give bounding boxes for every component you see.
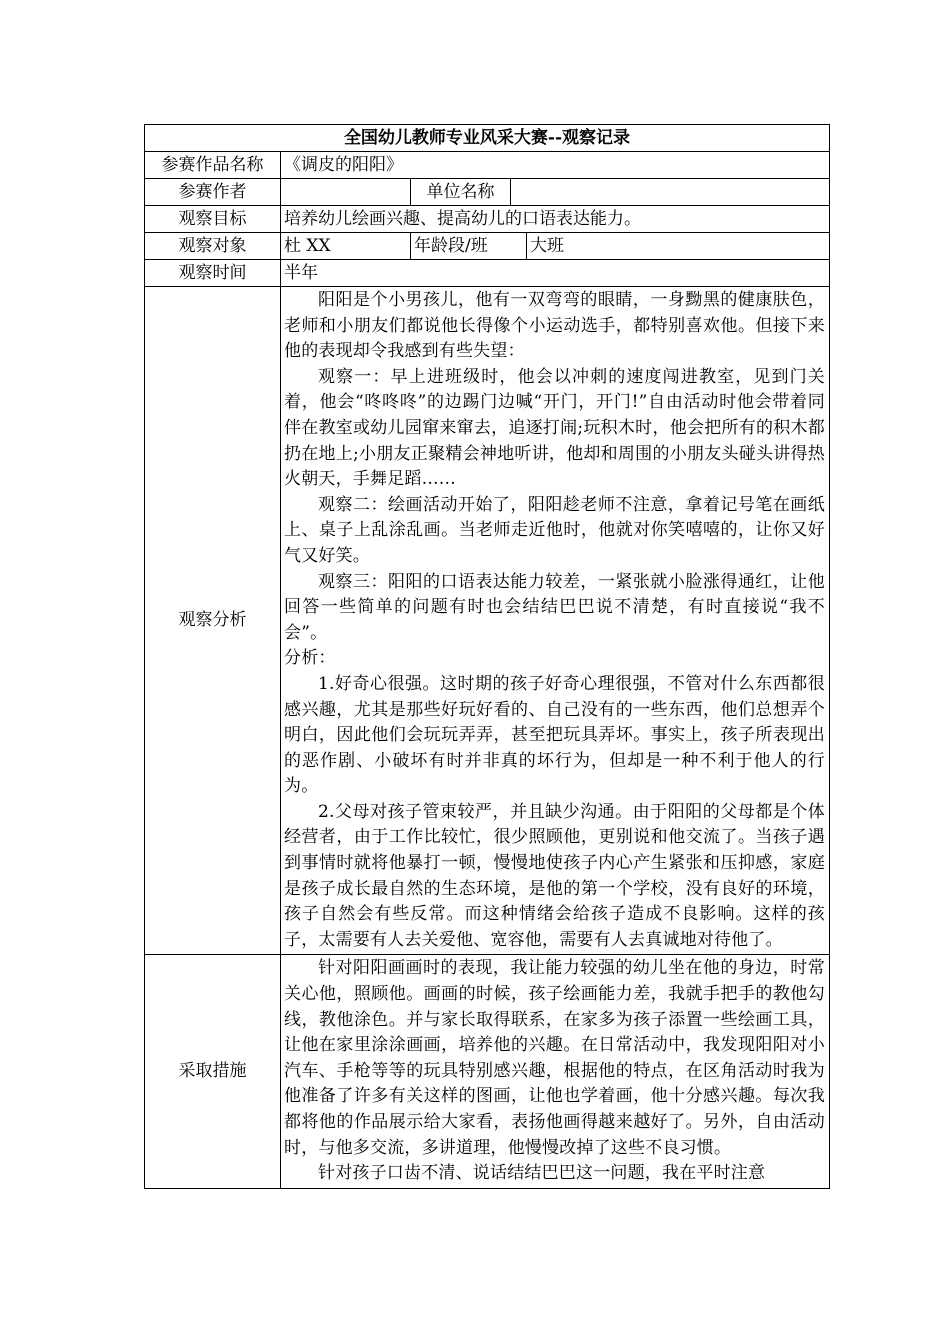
unit-value xyxy=(511,179,830,206)
observation-table xyxy=(144,124,830,1189)
form-title: 全国幼儿教师专业风采大赛--观察记录 xyxy=(145,125,830,152)
analysis-paragraph: 观察一：早上进班级时，他会以冲刺的速度闯进教室，见到门关着，他会“咚咚咚”的边踢门边喊“开门，开门!”自由活动时他会带着同伴在教室或幼儿园窜来窜去，追逐打闹;玩积木时，他会把所有的积木都扔在地上;小朋友正聚精会神地听讲，他却和周围的小朋友头碰头讲得热火朝天，手舞足蹈…… xyxy=(284,366,825,490)
analysis-paragraph: 观察二：绘画活动开始了，阳阳趁老师不注意，拿着记号笔在画纸上、桌子上乱涂乱画。当老师走近他时，他就对你笑嘻嘻的，让你又好气又好笑。 xyxy=(284,494,825,566)
subject-value: 杜 XX xyxy=(281,233,411,260)
time-value: 半年 xyxy=(281,260,830,287)
row-goal xyxy=(145,206,830,233)
author-label: 参赛作者 xyxy=(145,179,281,206)
analysis-paragraph: 观察三：阳阳的口语表达能力较差，一紧张就小脸涨得通红，让他回答一些简单的问题有时也会结结巴巴说不清楚，有时直接说“我不会”。 xyxy=(284,571,825,643)
row-time xyxy=(145,260,830,287)
analysis-paragraph: 阳阳是个小男孩儿，他有一双弯弯的眼睛，一身黝黑的健康肤色，老师和小朋友们都说他长得像个小运动选手，都特别喜欢他。但接下来他的表现却令我感到有些失望： xyxy=(284,290,825,362)
subject-label: 观察对象 xyxy=(145,233,281,260)
measures-label: 采取措施 xyxy=(145,955,281,1188)
analysis-paragraph: 2.父母对孩子管束较严，并且缺少沟通。由于阳阳的父母都是个体经营者，由于工作比较忙，很少照顾他，更别说和他交流了。当孩子遇到事情时就将他暴打一顿，慢慢地使孩子内心产生紧张和压抑感，家庭是孩子成长最自然的生态环境，是他的第一个学校，没有良好的环境，孩子自然会有些反常。而这种情绪会给孩子造成不良影响。这样的孩子，太需要有人去关爱他、宽容他，需要有人去真诚地对待他了。 xyxy=(284,801,825,950)
row-work-name xyxy=(145,152,830,179)
analysis-label: 观察分析 xyxy=(145,287,281,955)
analysis-paragraph: 1.好奇心很强。这时期的孩子好奇心理很强，不管对什么东西都很感兴趣，尤其是那些好玩好看的、自己没有的一些东西，他们总想弄个明白，因此他们会玩玩弄弄，甚至把玩具弄坏。事实上，孩子所表现出的恶作剧、小破坏有时并非真的坏行为，但却是一种不利于他人的行为。 xyxy=(284,673,825,797)
unit-label: 单位名称 xyxy=(411,179,511,206)
row-subject xyxy=(145,233,830,260)
grade-value: 大班 xyxy=(527,233,830,260)
work-name-label: 参赛作品名称 xyxy=(145,152,281,179)
analysis-content xyxy=(281,287,830,955)
observation-record-form xyxy=(144,124,829,1189)
measures-paragraph: 针对阳阳画画时的表现，我让能力较强的幼儿坐在他的身边，时常关心他，照顾他。画画的时候，孩子绘画能力差，我就手把手的教他勾线，教他涂色。并与家长取得联系，在家多为孩子添置一些绘画工具，让他在家里涂涂画画，培养他的兴趣。在日常活动中，我发现阳阳对小汽车、手枪等等的玩具特别感兴趣，根据他的特点，在区角活动时我为他准备了许多有关这样的图画，让他也学着画，他十分感兴趣。每次我都将他的作品展示给大家看，表扬他画得越来越好了。另外，自由活动时，与他多交流，多讲道理，他慢慢改掉了这些不良习惯。 xyxy=(284,958,825,1158)
author-value xyxy=(281,179,411,206)
row-analysis xyxy=(145,287,830,955)
grade-label: 年龄段/班 xyxy=(411,233,527,260)
work-name-value: 《调皮的阳阳》 xyxy=(281,152,830,179)
row-measures xyxy=(145,955,830,1188)
goal-label: 观察目标 xyxy=(145,206,281,233)
measures-paragraph: 针对孩子口齿不清、说话结结巴巴这一问题，我在平时注意 xyxy=(318,1163,766,1184)
row-author xyxy=(145,179,830,206)
time-label: 观察时间 xyxy=(145,260,281,287)
analysis-heading: 分析： xyxy=(284,648,336,669)
measures-content xyxy=(281,955,830,1188)
goal-value: 培养幼儿绘画兴趣、提高幼儿的口语表达能力。 xyxy=(281,206,830,233)
